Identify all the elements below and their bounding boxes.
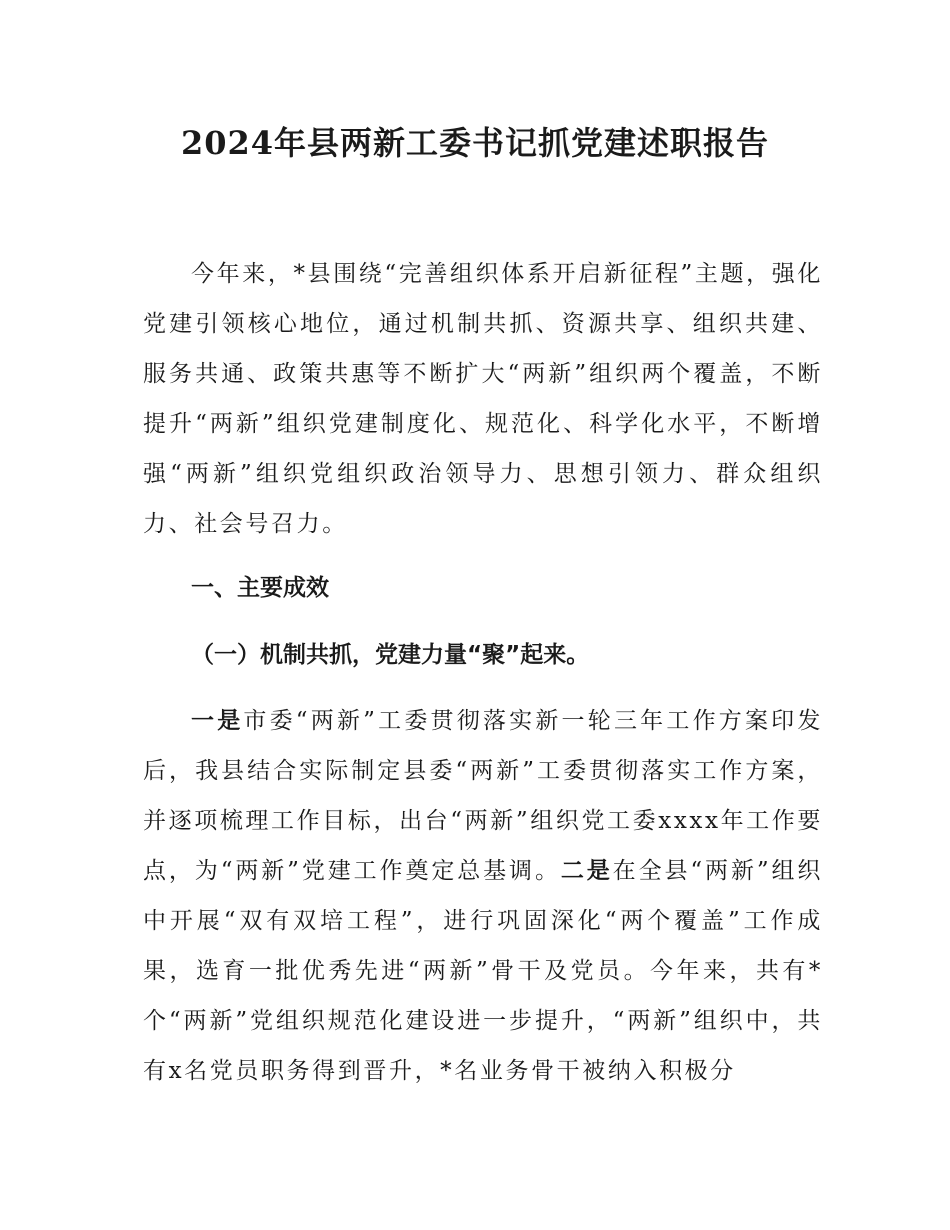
document-title: 2024年县两新工委书记抓党建述职报告 xyxy=(180,124,770,162)
keyword-first: 一是 xyxy=(191,708,244,734)
intro-paragraph: 今年来，*县围绕“完善组织体系开启新征程”主题，强化党建引领核心地位，通过机制共抓、资源共享、组织共建、服务共通、政策共惠等不断扩大“两新”组织两个覆盖，不断提升“两新”组织党建制度化、规范化、科学化水平，不断增强“两新”组织党组织政治领导力、思想引领力、群众组织力、社会号召力。 xyxy=(143,261,823,537)
body-paragraph xyxy=(143,696,823,1096)
subsection-heading: （一）机制共抓，党建力量“聚”起来。 xyxy=(191,642,590,668)
paragraph-text-2: 在全县“两新”组织中开展“双有双培工程”，进行巩固深化“两个覆盖”工作成果，选育一批优秀先进“两新”骨干及党员。今年来，共有*个“两新”党组织规范化建设进一步提升，“两新”组织中，共有x名党员职务得到晋升，*名业务骨干被纳入积极分 xyxy=(143,858,824,1084)
section-heading: 一、主要成效 xyxy=(191,575,329,601)
paragraph-text-1: 市委“两新”工委贯彻落实新一轮三年工作方案印发后，我县结合实际制定县委“两新”工委贯彻落实工作方案，并逐项梳理工作目标，出台“两新”组织党工委xxxx年工作要点，为“两新”党建工作奠定总基调。 xyxy=(143,708,823,884)
keyword-second: 二是 xyxy=(560,858,613,884)
